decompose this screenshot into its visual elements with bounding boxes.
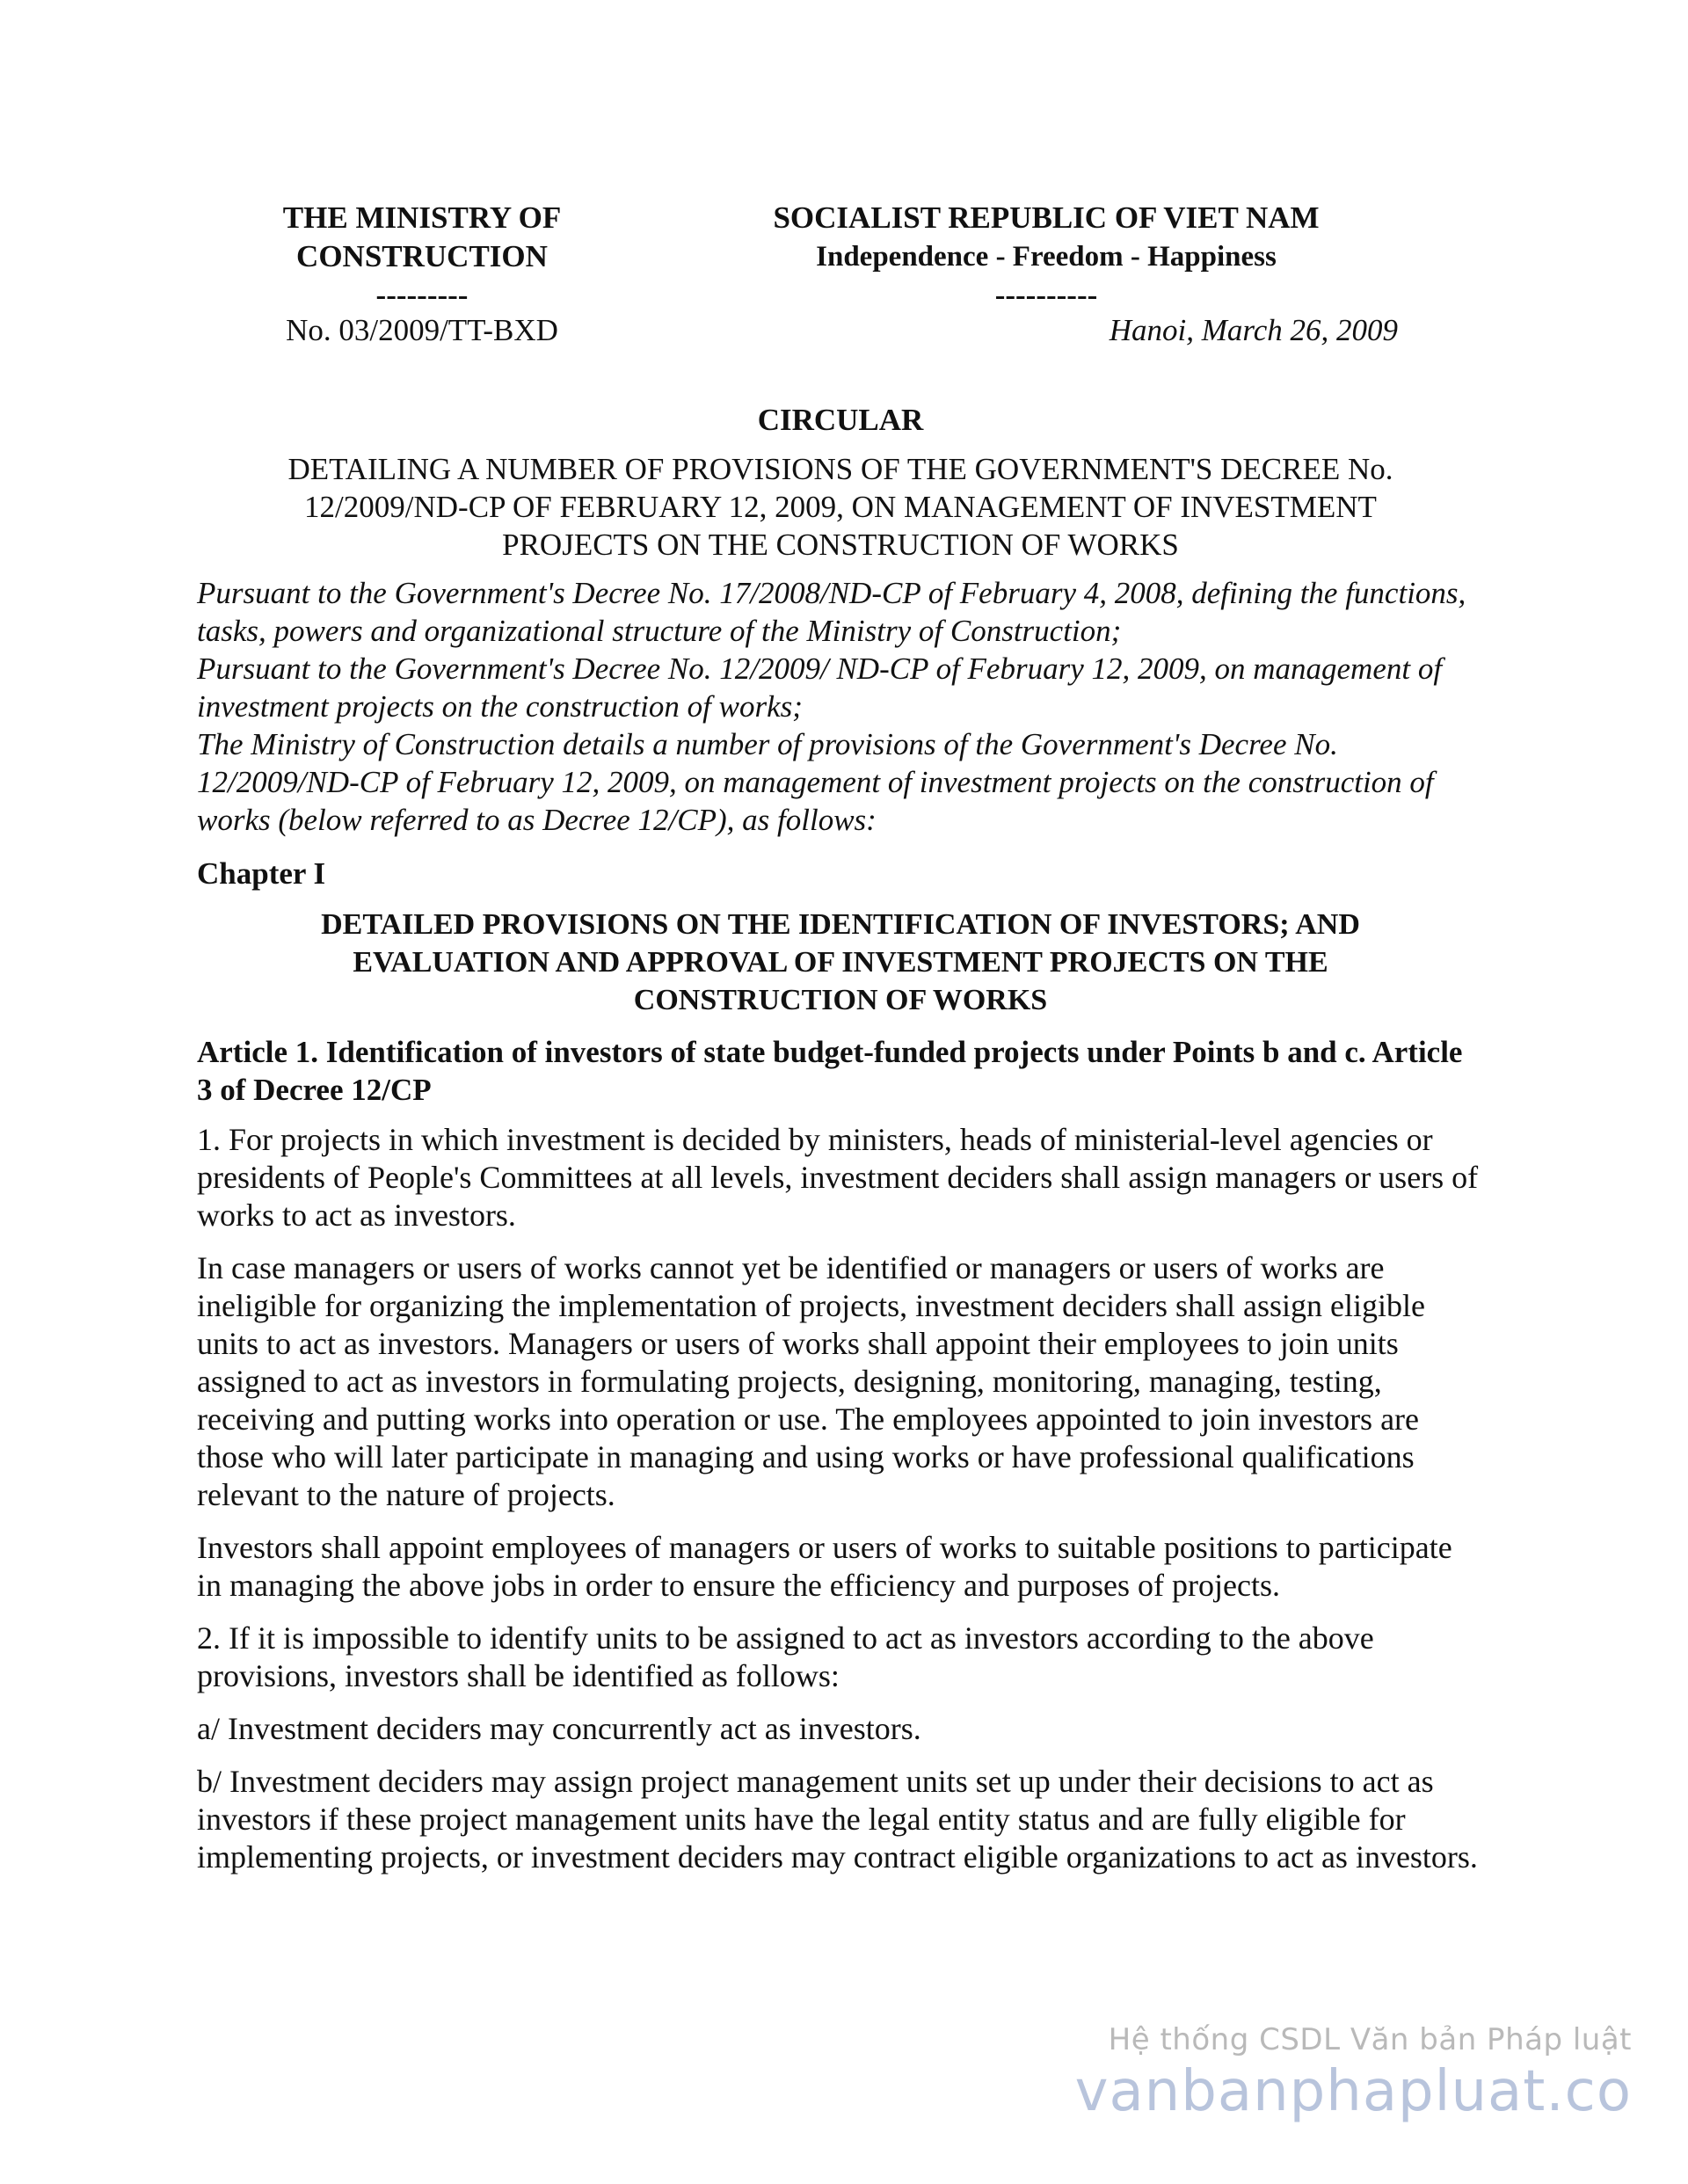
chapter-title: DETAILED PROVISIONS ON THE IDENTIFICATION OF INVESTORS; AND EVALUATION AND APPROVAL OF INVESTMENT PROJECTS ON THE CONSTRUCTION OF WORKS (321, 908, 1360, 1016)
document-body (197, 401, 1484, 1891)
paragraph: 2. If it is impossible to identify units to be assigned to act as investors according to the above provisions, investors shall be identified as follows: (197, 1620, 1374, 1693)
paragraph: 1. For projects in which investment is decided by ministers, heads of ministerial-level agencies or presidents of People's Committees at all levels, investment deciders shall assign managers or users of works to act as investors. (197, 1122, 1479, 1233)
country-name: SOCIALIST REPUBLIC OF VIET NAM (773, 200, 1320, 235)
issuing-authority (220, 199, 624, 315)
paragraph: Investors shall appoint employees of managers or users of works to suitable positions to participate in managing the above jobs in order to ensure the efficiency and purposes of projects. (197, 1530, 1452, 1603)
national-motto (695, 199, 1398, 315)
preamble-item: Pursuant to the Government's Decree No. 12/2009/ ND-CP of February 12, 2009, on management of investment projects on the construction of works; (197, 652, 1443, 724)
motto-separator: ---------- (994, 278, 1098, 312)
paragraph: a/ Investment deciders may concurrently act as investors. (197, 1711, 921, 1746)
paragraph: b/ Investment deciders may assign project management units set up under their decisions to act as investors if these project management units have the legal entity status and are fully eligible for implementing projects, or investment deciders may contract eligible organizations to act as investors. (197, 1764, 1478, 1875)
issuing-authority-line2: CONSTRUCTION (296, 239, 548, 273)
chapter-heading: Chapter I (197, 856, 326, 891)
motto-line: Independence - Freedom - Happiness (816, 241, 1277, 273)
document-number: No. 03/2009/TT-BXD (286, 313, 558, 347)
document-title: CIRCULAR (757, 403, 924, 437)
article-heading: Article 1. Identification of investors of state budget-funded projects under Points b and c. Article 3 of Decree 12/CP (197, 1035, 1463, 1107)
paragraph: In case managers or users of works cannot yet be identified or managers or users of works are ineligible for organizing the implementation of projects, investment deciders shall assign eligible units to act as investors. Managers or users of works shall appoint their employees to join units assigned to act as investors in formulating projects, designing, monitoring, managing, testing, receiving and putting works into operation or use. The employees appointed to join investors are those who will later participate in managing and using works or have professional qualifications relevant to the nature of projects. (197, 1250, 1425, 1512)
watermark-site: vanbanphapluat.co (1074, 2059, 1632, 2124)
document-subtitle: DETAILING A NUMBER OF PROVISIONS OF THE GOVERNMENT'S DECREE No. 12/2009/ND-CP OF FEBRUARY 12, 2009, ON MANAGEMENT OF INVESTMENT PROJECTS ON THE CONSTRUCTION OF WORKS (287, 452, 1393, 562)
issuing-authority-separator: --------- (375, 278, 469, 312)
issuing-authority-line1: THE MINISTRY OF (282, 200, 562, 235)
preamble-item: The Ministry of Construction details a number of provisions of the Government's Decree No. 12/2009/ND-CP of February 12, 2009, on management of investment projects on the construction of works (below referred to as Decree 12/CP), as follows: (197, 727, 1434, 837)
preamble (197, 574, 1484, 839)
watermark (1075, 2020, 1632, 2124)
watermark-caption: Hệ thống CSDL Văn bản Pháp luật (1108, 2022, 1632, 2057)
preamble-item: Pursuant to the Government's Decree No. 17/2008/ND-CP of February 4, 2008, defining the functions, tasks, powers and organizational structure of the Ministry of Construction; (197, 576, 1466, 648)
document-date: Hanoi, March 26, 2009 (1109, 313, 1398, 347)
